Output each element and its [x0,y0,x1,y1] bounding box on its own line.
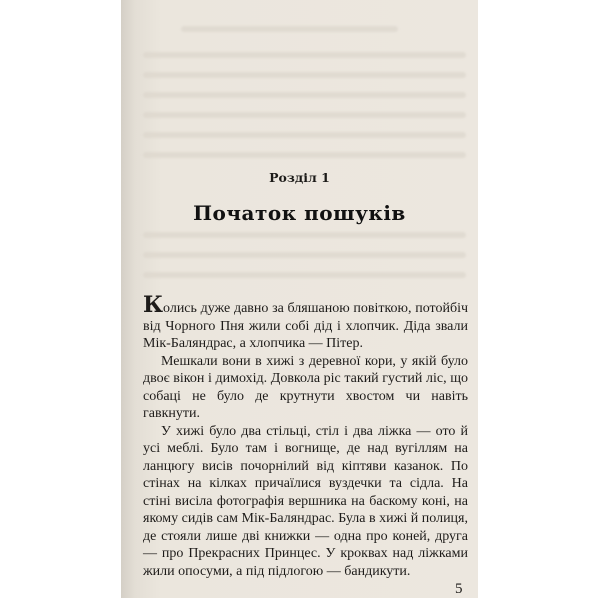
chapter-title: Початок пошуків [193,201,406,225]
body-text [143,292,468,580]
paragraph: Мешкали вони в хижі з деревної кори, у якій було двоє вікон і димохід. Довкола ріс такий густий ліс, що собаці не було де крутнути хвостом чи навіть гавкнути. [143,353,468,421]
paragraph-text: олись дуже давно за бляшаною повіткою, потойбіч від Чорного Пня жили собі дід і хлопчик. Діда звали Мік-Баляндрас, а хлопчика — Пітер. [143,301,468,351]
page-number: 5 [455,581,463,597]
chapter-label: Розділ 1 [269,170,330,185]
book-page [121,0,478,598]
paragraph: У хижі було два стільці, стіл і два ліжка — ото й усі меблі. Було там і вогнище, де над вугіллям на ланцюгу висів почорнілий від кіптяви казанок. По стінах на кілках причаїлися вуздечки та сідла. На стіні висіла фотографія вершника на баскому коні, на якому сидів сам Мік-Баляндрас. Була в хижі й полиця, де стояли лише дві книжки — одна про коней, друга — про Прекрасних Принцес. У кроквах над ліжками жили опосуми, а під підлогою — бандикути. [143,423,468,579]
paragraph [143,292,468,353]
drop-cap: К [143,292,164,318]
